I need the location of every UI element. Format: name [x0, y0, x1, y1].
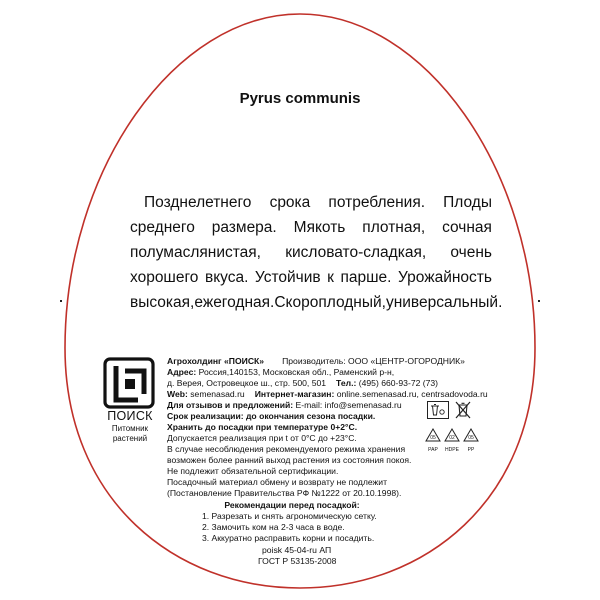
recycle-label-1: PAP: [428, 447, 438, 453]
brand-block: [90, 409, 170, 443]
recycle-triangle-icon: [463, 428, 479, 442]
recycle-label-2: HDPE: [445, 447, 459, 453]
description-word: Мякоть: [293, 219, 346, 236]
description-word: высокая,: [130, 294, 195, 311]
website-link[interactable]: semenasad.ru: [187, 389, 245, 399]
feedback-label: Для отзывов и предложений:: [167, 400, 294, 410]
description-word: срока: [269, 194, 311, 211]
brand-subtitle-2: растений: [112, 434, 148, 443]
description-word: кисловато-сладкая,: [285, 244, 427, 261]
address-line-1: Россия,140153, Московская обл., Раменский р-н,: [196, 367, 395, 377]
description-word: универсальный.: [385, 294, 503, 311]
description-line: [130, 240, 492, 265]
sale-temperature: Допускается реализация при t от 0°С до +23°С.: [167, 433, 357, 443]
description-word: среднего: [130, 219, 195, 236]
description-word: полумаслянистая,: [130, 244, 261, 261]
web-label: Web:: [167, 389, 188, 399]
planting-recommendations: [167, 500, 417, 544]
crop-mark-left: [60, 300, 62, 302]
product-codes: [258, 545, 336, 567]
description-line: [130, 215, 492, 240]
recycle-group-1: [425, 428, 441, 453]
description-line: [130, 265, 492, 290]
recycle-label-3: PP: [467, 447, 475, 453]
recommendations-title: Рекомендации перед посадкой:: [224, 500, 360, 510]
description-word: сочная: [442, 219, 492, 236]
recycle-code-3: 05: [468, 435, 474, 441]
address-line-2: д. Верея, Островецкое ш., стр. 500, 501: [167, 378, 327, 388]
address-label: Адрес:: [167, 367, 197, 377]
email-link[interactable]: E-mail: info@semenasad.ru: [293, 400, 402, 410]
crop-mark-right: [538, 300, 540, 302]
description-word: Плоды: [443, 194, 492, 211]
return-note-2: (Постановление Правительства РФ №1222 от 20.10.1998).: [167, 488, 402, 498]
description-word: Устойчив: [254, 269, 321, 286]
description-word: размера.: [211, 219, 277, 236]
recommendation-item: 3. Аккуратно расправить корни и посадить.: [202, 533, 375, 543]
description-word: хорошего: [130, 269, 199, 286]
phone-label: Тел.:: [336, 378, 357, 388]
shelf-life: Срок реализации: до окончания сезона посадки.: [167, 411, 376, 421]
recommendation-item: 2. Замочить ком на 2-3 часа в воде.: [202, 522, 345, 532]
description-word: Скороплодный,: [274, 294, 386, 311]
storage-note-2: возможен более ранний выход растения из состояния покоя.: [167, 455, 412, 465]
storage-note-1: В случае несоблюдения рекомендуемого режима хранения: [167, 444, 406, 454]
description-word: вкуса.: [204, 269, 249, 286]
recycle-code-1: 05: [430, 435, 436, 441]
latin-name: Pyrus communis: [239, 90, 361, 107]
shop-links[interactable]: online.semenasad.ru, centrsadovoda.ru: [334, 389, 488, 399]
recommendation-item: 1. Разрезать и снять агрономическую сетку.: [202, 511, 377, 521]
description-line: [130, 290, 503, 315]
poisk-logo-icon: [103, 357, 155, 409]
shop-label: Интернет-магазин:: [254, 389, 335, 399]
trash-bin-icon: [427, 401, 449, 419]
crossed-out-bin-icon: [453, 400, 473, 420]
recycle-triangle-icon: [425, 428, 441, 442]
brand-name: ПОИСК: [107, 409, 153, 423]
recycle-group-2: [444, 428, 460, 453]
variety-description: [130, 190, 503, 315]
description-word: плотная,: [362, 219, 426, 236]
recycle-triangle-icon: [444, 428, 460, 442]
description-word: к: [327, 269, 334, 286]
return-note-1: Посадочный материал обмену и возврату не подлежит: [167, 477, 388, 487]
certification-note: Не подлежит обязательной сертификации.: [167, 466, 339, 476]
recycle-group-3: [463, 428, 479, 453]
manufacturer: Производитель: ООО «ЦЕНТР-ОГОРОДНИК»: [282, 356, 465, 366]
storage-temperature: Хранить до посадки при температуре 0+2°С.: [167, 422, 358, 432]
holding-name: Агрохолдинг «ПОИСК»: [167, 356, 265, 366]
description-word: очень: [450, 244, 492, 261]
description-word: парше.: [340, 269, 392, 286]
description-word: потребления.: [328, 194, 426, 211]
description-word: Урожайность: [397, 269, 492, 286]
description-word: ежегодная.: [194, 294, 275, 311]
description-line: [130, 190, 492, 215]
description-word: Позднелетнего: [144, 194, 252, 211]
gost-code: ГОСТ Р 53135-2008: [258, 556, 337, 566]
recycle-code-2: 02: [449, 435, 455, 441]
article-code: poisk 45-04-ru АП: [262, 545, 332, 555]
brand-subtitle-1: Питомник: [111, 424, 149, 433]
phone: (495) 660-93-72 (73): [356, 378, 439, 388]
